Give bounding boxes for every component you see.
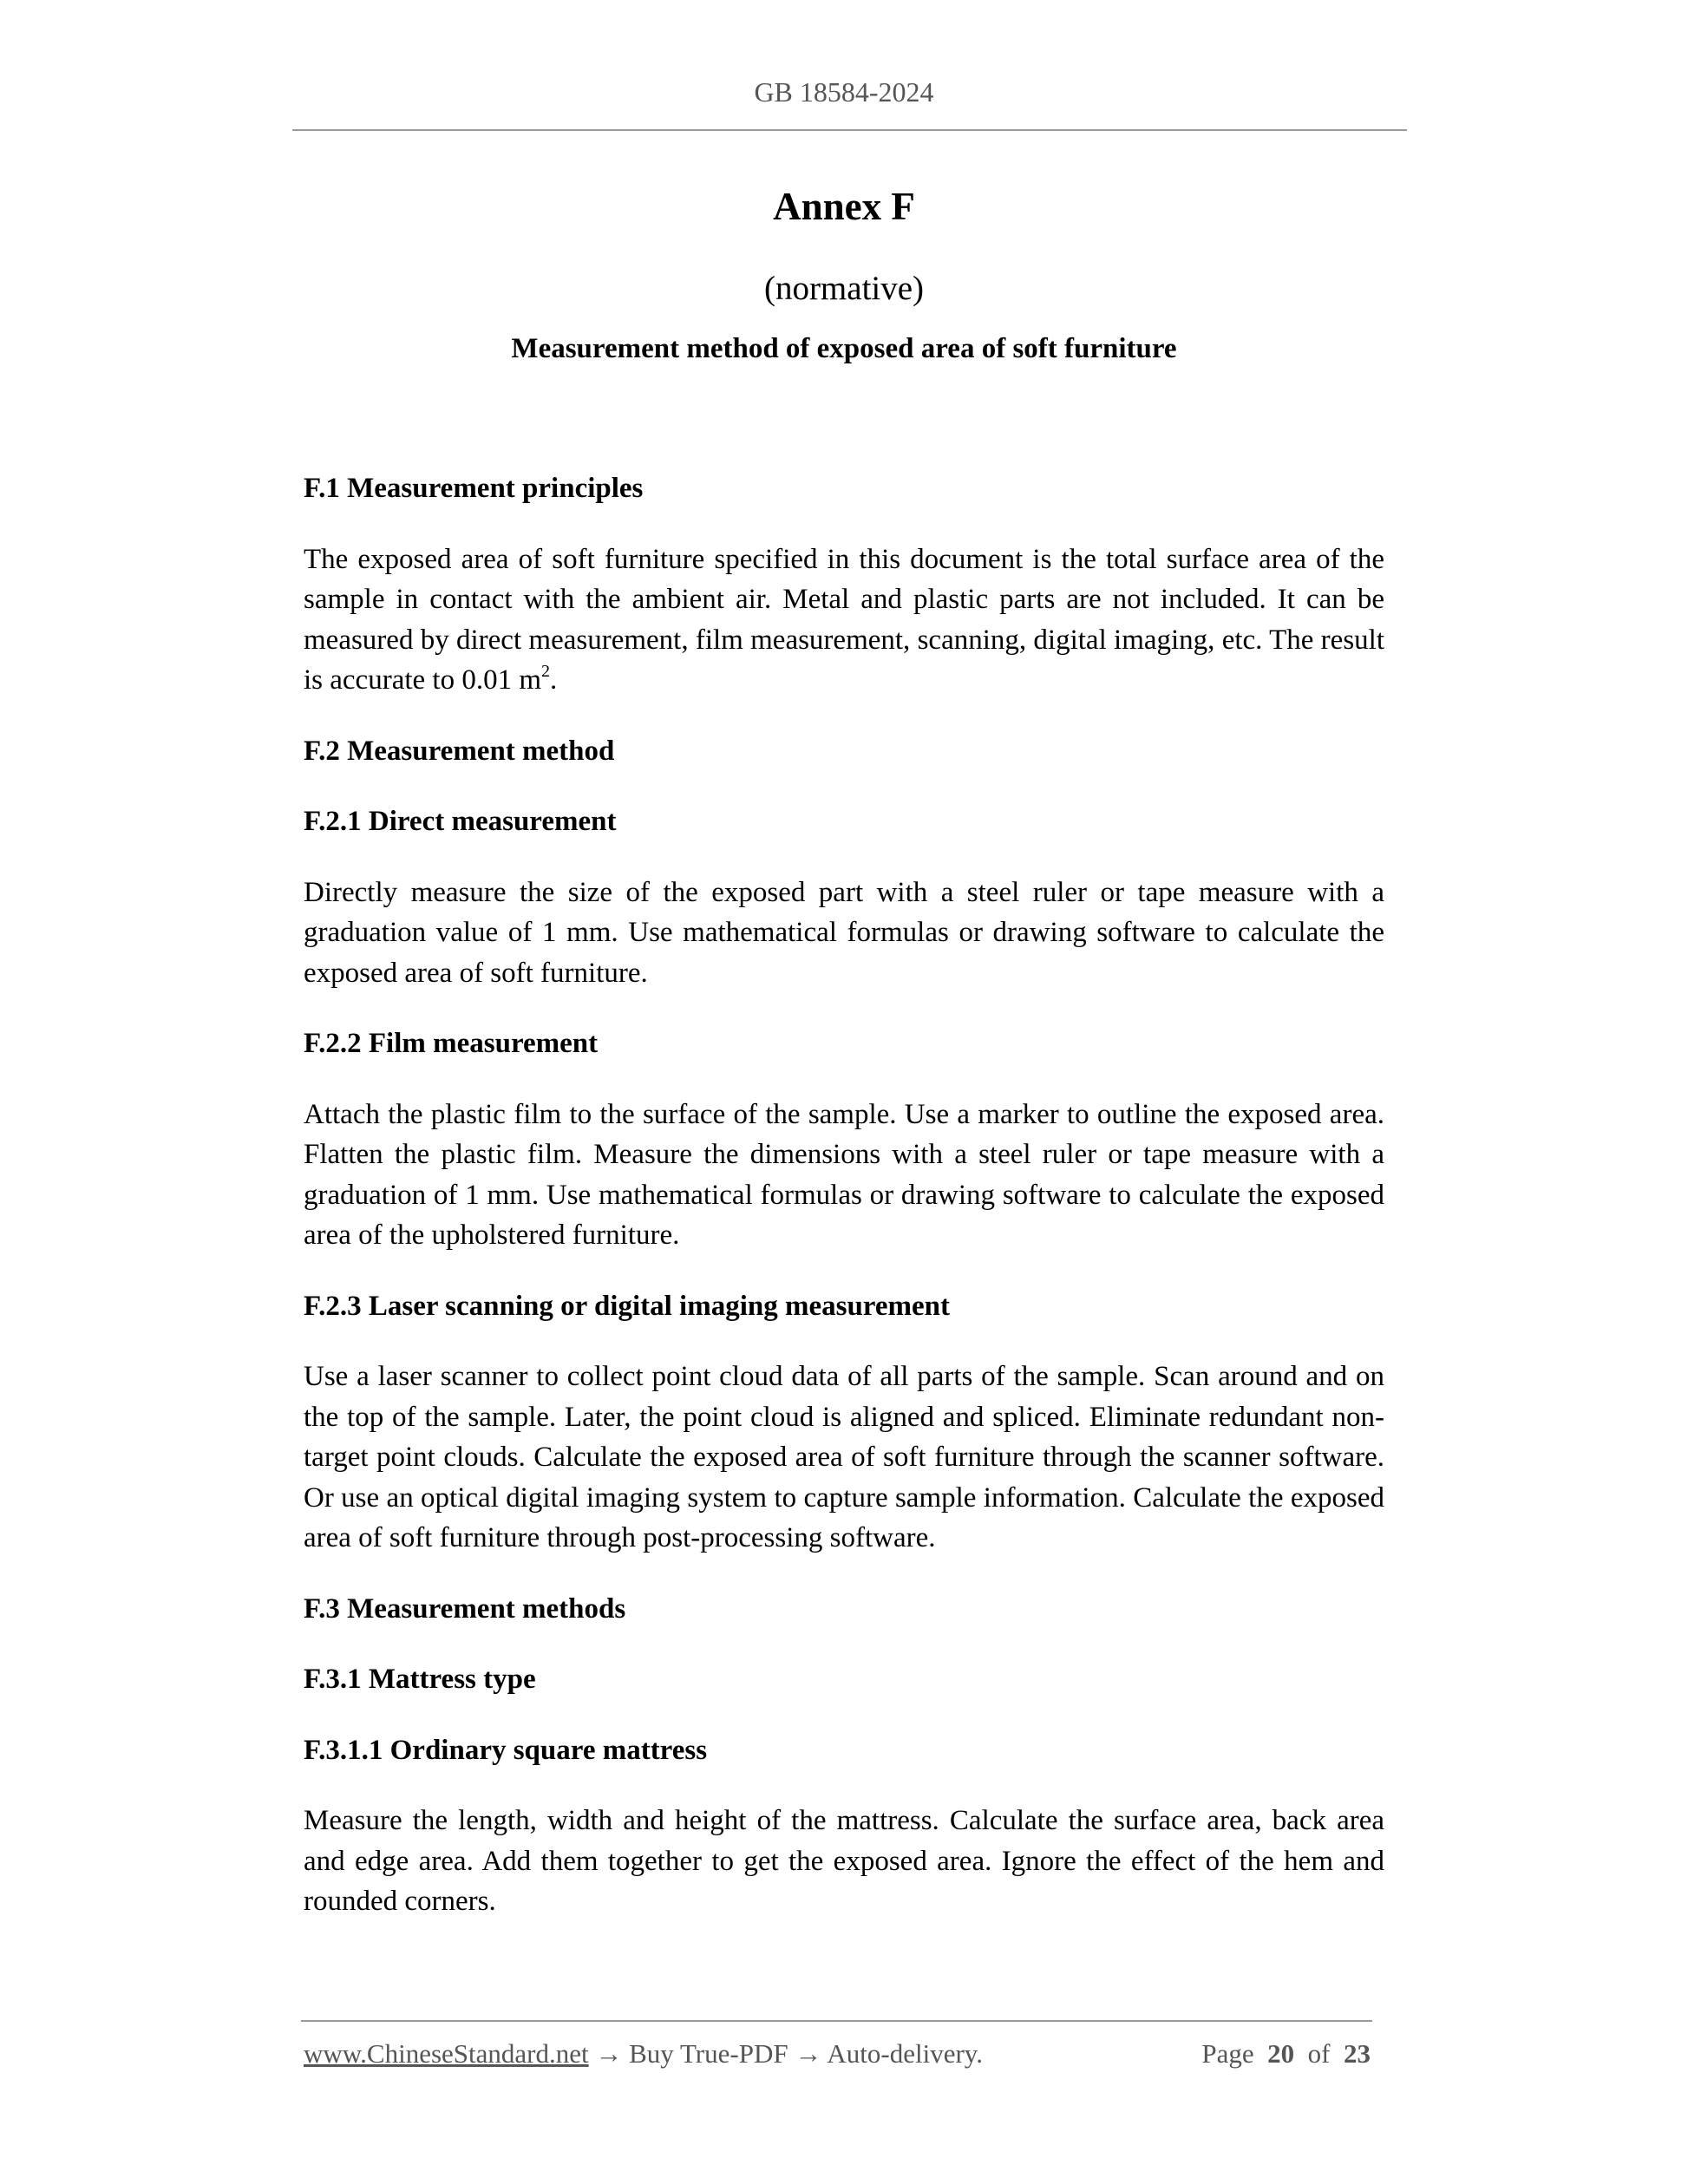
annex-title: Annex F bbox=[773, 185, 915, 228]
footer-step-delivery: Auto-delivery. bbox=[827, 2038, 984, 2069]
section-heading-f2: F.2 Measurement method bbox=[304, 735, 615, 767]
footer-divider bbox=[301, 2020, 1372, 2022]
spacer bbox=[304, 1256, 1384, 1286]
section-text-f1-body: The exposed area of soft furniture specified in this document is the total surface area of the sample in contact with the ambient air. Metal and plastic parts are not included. It can be measured by direct measurement, film measurement, scanning, digital imaging, etc. The result is accurate to 0.01 m bbox=[304, 543, 1384, 696]
arrow-right-icon: → bbox=[795, 2038, 822, 2069]
section-text-f1-end: . bbox=[550, 664, 558, 696]
spacer bbox=[304, 1559, 1384, 1589]
annex-subtitle: Measurement method of exposed area of soft furniture bbox=[511, 333, 1177, 364]
section-heading-f3: F.3 Measurement methods bbox=[304, 1592, 626, 1625]
section-heading-f3-1: F.3.1 Mattress type bbox=[304, 1664, 536, 1695]
section-text-f2-3: Use a laser scanner to collect point cloud data of all parts of the sample. Scan around and on the top of the sample. Later, the point cloud is aligned and spliced. Eliminate redundant non-target point clouds. Calculate the exposed area of soft furniture through the scanner software. Or use an optical digital imaging system to capture sample information. Calculate the exposed area of soft furniture through post-processing software. bbox=[304, 1361, 1384, 1553]
page-label: Page bbox=[1201, 2038, 1254, 2069]
section-heading-f2-2: F.2.2 Film measurement bbox=[304, 1028, 599, 1059]
spacer bbox=[304, 1700, 1384, 1730]
page-current: 20 bbox=[1267, 2038, 1295, 2069]
section-heading-f2-3: F.2.3 Laser scanning or digital imaging measurement bbox=[304, 1290, 950, 1322]
spacer bbox=[304, 509, 1384, 539]
annex-type: (normative) bbox=[763, 270, 925, 307]
footer-step-buy: Buy True-PDF bbox=[629, 2038, 788, 2069]
section-heading-f2-1: F.2.1 Direct measurement bbox=[304, 806, 617, 837]
unit-exponent: 2 bbox=[541, 662, 550, 681]
section-text-f1 bbox=[304, 539, 1384, 701]
section-text-f2-2: Attach the plastic film to the surface of the sample. Use a marker to outline the exposed area. Flatten the plastic film. Measure the dimensions with a steel ruler or tape measure with a graduation of 1 mm. Use mathematical formulas or drawing software to calculate the exposed area of the upholstered furniture. bbox=[304, 1098, 1384, 1251]
section-text-f2-1: Directly measure the size of the exposed part with a steel ruler or tape measure with a graduation value of 1 mm. Use mathematical formulas or drawing software to calculate the exposed area of soft furniture. bbox=[304, 876, 1384, 989]
spacer bbox=[304, 1629, 1384, 1659]
spacer bbox=[304, 1064, 1384, 1095]
spacer bbox=[304, 842, 1384, 873]
chinese-standard-link[interactable]: www.ChineseStandard.net bbox=[304, 2038, 589, 2069]
page-number bbox=[1201, 2037, 1371, 2071]
spacer bbox=[304, 993, 1384, 1023]
section-heading-f1: F.1 Measurement principles bbox=[304, 473, 644, 504]
spacer bbox=[304, 701, 1384, 731]
spacer bbox=[304, 771, 1384, 801]
section-text-f3-1-1: Measure the length, width and height of the mattress. Calculate the surface area, back area and edge area. Add them together to get the exposed area. Ignore the effect of the hem and rounded corners. bbox=[304, 1805, 1384, 1917]
of-label: of bbox=[1307, 2038, 1331, 2069]
page-total: 23 bbox=[1344, 2038, 1371, 2069]
footer-promo bbox=[304, 2037, 983, 2071]
document-body bbox=[304, 468, 1384, 1922]
header-divider bbox=[292, 129, 1407, 131]
arrow-right-icon: → bbox=[595, 2038, 623, 2069]
page-header-doc-id: GB 18584-2024 bbox=[754, 76, 934, 108]
section-heading-f3-1-1: F.3.1.1 Ordinary square mattress bbox=[304, 1734, 708, 1766]
spacer bbox=[304, 1770, 1384, 1801]
spacer bbox=[304, 1326, 1384, 1357]
